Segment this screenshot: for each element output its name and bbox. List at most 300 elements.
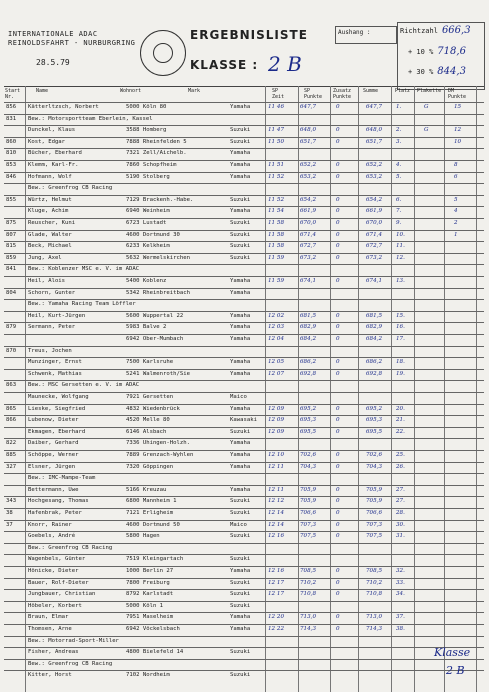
cell-dm: 15 <box>454 104 462 110</box>
cell-zus: 0 <box>336 370 340 377</box>
cell-punkte: 673,2 <box>300 254 317 261</box>
cell-platz: 28. <box>396 510 405 516</box>
cell-zeit: 12 11 <box>268 486 285 493</box>
cell-zus: 0 <box>336 324 340 331</box>
cell-summe: 682,9 <box>366 324 383 331</box>
cell-mark: Suzuki <box>230 428 251 435</box>
cell-mark: Yamaha <box>230 486 251 493</box>
cell-zeit: 12 16 <box>268 533 285 540</box>
row-rule <box>4 148 484 149</box>
cell-name: Thomsen, Arne <box>28 626 72 632</box>
col-start: Start Nr. <box>5 88 21 100</box>
row-rule <box>4 125 484 126</box>
cell-name: Goebels, André <box>28 533 76 540</box>
col-sp-punkte: SP Punkte <box>304 88 323 100</box>
cell-platz: 27. <box>396 486 405 493</box>
cell-platz: 22. <box>396 428 405 435</box>
col-zusatz: Zusatz Punkte <box>333 88 352 100</box>
cell-zus: 0 <box>336 278 340 284</box>
cell-punkte: 672,7 <box>300 243 317 250</box>
cell-name: Jung, Axel <box>28 254 62 261</box>
row-rule <box>4 647 484 648</box>
cell-mark: Suzuki <box>230 591 251 598</box>
row-rule <box>4 334 484 335</box>
row-rule <box>4 369 484 370</box>
cell-zeit: 12 09 <box>268 417 285 424</box>
cell-name: Sermann, Peter <box>28 324 76 331</box>
cell-platz: 16. <box>396 324 405 331</box>
cell-platz: 19. <box>396 370 405 377</box>
cell-name: Kitter, Horst <box>28 672 72 679</box>
cell-punkte: 661,9 <box>300 208 317 215</box>
cell-mark: Yamaha <box>230 405 251 412</box>
cell-name: Daiber, Gerhard <box>28 440 79 447</box>
row-rule <box>4 531 484 532</box>
cell-summe: 647,7 <box>366 104 383 110</box>
cell-mark: Yamaha <box>230 463 251 470</box>
cell-platz: 12. <box>396 254 405 261</box>
cell-nr: 815 <box>6 243 17 250</box>
cell-name: Kost, Edgar <box>28 138 66 145</box>
cell-zus: 0 <box>336 405 340 412</box>
cell-zus: 0 <box>336 359 340 366</box>
row-rule <box>4 636 484 637</box>
cell-summe: 714,3 <box>366 626 383 632</box>
cell-mark: Suzuki <box>230 510 251 516</box>
cell-platz: 5. <box>396 173 402 180</box>
cell-name: Kluge, Achim <box>28 208 69 215</box>
cell-nr: 804 <box>6 289 17 296</box>
cell-summe: 705,9 <box>366 486 383 493</box>
cell-zus: 0 <box>336 104 340 110</box>
cell-platz: 1. <box>396 104 402 110</box>
cell-platz: 20. <box>396 405 405 412</box>
row-rule <box>4 206 484 207</box>
cell-platz: 37. <box>396 614 405 621</box>
cell-dm: 12 <box>454 127 462 134</box>
cell-platz: 4. <box>396 162 402 168</box>
cell-zeit: 11 51 <box>268 162 285 168</box>
cell-name: Hönicke, Dieter <box>28 568 79 574</box>
cell-ort: 7321 Zell/Aichelb. <box>126 150 187 157</box>
cell-punkte: 670,0 <box>300 220 317 226</box>
margin-note-label: Klasse <box>434 646 471 659</box>
cell-mark: Yamaha <box>230 626 251 632</box>
cell-punkte: 653,2 <box>300 173 317 180</box>
cell-name: Höbeler, Korbert <box>28 602 82 609</box>
cell-name: Bauer, Rolf-Dieter <box>28 579 89 586</box>
cell-summe: 710,2 <box>366 579 383 586</box>
cell-zus: 0 <box>336 579 340 586</box>
cell-zeit: 12 17 <box>268 579 285 586</box>
row-rule <box>4 659 484 660</box>
cell-zus: 0 <box>336 162 340 168</box>
cell-name: Kätterltzsch, Norbert <box>28 104 99 110</box>
row-rule <box>4 415 484 416</box>
cell-summe: 661,9 <box>366 208 383 215</box>
cell-mark: Suzuki <box>230 127 251 134</box>
row-rule <box>4 612 484 613</box>
cell-ort: 7336 Uhingen-Holzh. <box>126 440 190 447</box>
cell-name: Klemm, Karl-Fr. <box>28 162 79 168</box>
cell-summe: 653,2 <box>366 173 383 180</box>
organizer-line-2: REINOLDSFAHRT - NURBURGRING <box>8 39 136 47</box>
cell-zus: 0 <box>336 127 340 134</box>
cell-zus: 0 <box>336 138 340 145</box>
row-rule <box>4 299 484 300</box>
cell-mark: Yamaha <box>230 452 251 458</box>
cell-mark: Suzuki <box>230 196 251 203</box>
cell-ort: 5342 Rheinbreitbach <box>126 289 190 296</box>
cell-summe: 681,5 <box>366 312 383 319</box>
cell-nr: 822 <box>6 440 17 447</box>
cell-mark: Yamaha <box>230 104 251 110</box>
cell-zus: 0 <box>336 486 340 493</box>
klasse-label: KLASSE : <box>190 58 259 72</box>
row-rule <box>4 601 484 602</box>
cell-zeit: 12 05 <box>268 359 285 366</box>
cell-nr: 863 <box>6 382 17 389</box>
row-rule <box>4 346 484 347</box>
cell-zeit: 11 50 <box>268 138 285 145</box>
cell-ort: 5241 Walmenroth/Sie <box>126 370 190 377</box>
cell-platz: 3. <box>396 138 402 145</box>
cell-ort: 7121 Erligheim <box>126 510 174 516</box>
cell-summe: 705,9 <box>366 498 383 505</box>
cell-mark: Yamaha <box>230 568 251 574</box>
cell-zeit: 12 16 <box>268 568 285 574</box>
cell-name: Bücher, Eberhard <box>28 150 82 157</box>
col-wohnort: Wohnort <box>120 88 142 94</box>
cell-name: Bettermann, Uwe <box>28 486 79 493</box>
cell-mark: Yamaha <box>230 150 251 157</box>
cell-mark: Suzuki <box>230 254 251 261</box>
cell-name: Bew.: Koblenzer MSC e. V. im ADAC <box>28 266 140 273</box>
cell-summe: 707,5 <box>366 533 383 540</box>
cell-nr: 841 <box>6 266 17 273</box>
cell-zus: 0 <box>336 463 340 470</box>
cell-punkte: 707,3 <box>300 521 317 528</box>
row-rule <box>4 543 484 544</box>
plus10-value: 718,6 <box>437 46 466 57</box>
cell-name: Bew.: MSC Gersetten e. V. im ADAC <box>28 382 140 389</box>
cell-punkte: 695,3 <box>300 417 317 424</box>
row-rule <box>4 137 484 138</box>
cell-zus: 0 <box>336 533 340 540</box>
cell-zus: 0 <box>336 428 340 435</box>
cell-ort: 6942 Vöckelsbach <box>126 626 180 632</box>
cell-punkte: 671,4 <box>300 231 317 238</box>
cell-mark: Suzuki <box>230 602 251 609</box>
cell-name: Bew.: Motorsportteam Eberlein, Kassel <box>28 115 153 122</box>
cell-name: Ekmagen, Eberhard <box>28 428 86 435</box>
cell-ort: 4800 Bielefeld 14 <box>126 649 184 656</box>
richtzahl-row <box>400 25 471 36</box>
cell-punkte: 651,7 <box>300 138 317 145</box>
cell-name: Glade, Walter <box>28 231 72 238</box>
cell-ort: 7129 Brackenh.-Habe. <box>126 196 194 203</box>
cell-mark: Suzuki <box>230 533 251 540</box>
cell-ort: 7888 Rheinfelden 5 <box>126 138 187 145</box>
cell-punkte: 674,1 <box>300 278 317 284</box>
row-rule <box>4 195 484 196</box>
cell-zeit: 12 17 <box>268 591 285 598</box>
cell-summe: 671,4 <box>366 231 383 238</box>
plus30-value: 844,3 <box>437 66 466 77</box>
cell-zus: 0 <box>336 231 340 238</box>
cell-ort: 6233 Kelkheim <box>126 243 170 250</box>
cell-punkte: 682,9 <box>300 324 317 331</box>
cell-dm: 4 <box>454 208 458 215</box>
cell-zus: 0 <box>336 173 340 180</box>
cell-platz: 15. <box>396 312 405 319</box>
cell-dm: 1 <box>454 231 458 238</box>
cell-name: Dunckel, Klaus <box>28 127 76 134</box>
cell-mark: Yamaha <box>230 614 251 621</box>
cell-platz: 25. <box>396 452 405 458</box>
cell-mark: Yamaha <box>230 312 251 319</box>
cell-zus: 0 <box>336 498 340 505</box>
cell-nr: 831 <box>6 115 17 122</box>
cell-zeit: 12 20 <box>268 614 285 621</box>
cell-zeit: 12 14 <box>268 510 285 516</box>
row-rule <box>4 554 484 555</box>
cell-nr: 859 <box>6 254 17 261</box>
cell-summe: 713,0 <box>366 614 383 621</box>
table-top-rule <box>4 86 484 87</box>
cell-zus: 0 <box>336 591 340 598</box>
cell-ort: 6940 Weinheim <box>126 208 170 215</box>
cell-ort: 7921 Gersetten <box>126 394 174 400</box>
cell-punkte: 702,6 <box>300 452 317 458</box>
row-rule <box>4 485 484 486</box>
cell-mark: Yamaha <box>230 440 251 447</box>
cell-punkte: 684,2 <box>300 336 317 342</box>
cell-nr: 327 <box>6 463 17 470</box>
cell-mark: Yamaha <box>230 324 251 331</box>
cell-punkte: 706,6 <box>300 510 317 516</box>
cell-summe: 652,2 <box>366 162 383 168</box>
cell-nr: 853 <box>6 162 17 168</box>
cell-summe: 695,5 <box>366 428 383 435</box>
cell-mark: Yamaha <box>230 336 251 342</box>
row-rule <box>4 670 484 671</box>
cell-platz: 6. <box>396 196 402 203</box>
cell-platz: 34. <box>396 591 405 598</box>
row-rule <box>4 473 484 474</box>
cell-ort: 7320 Göppingen <box>126 463 174 470</box>
cell-name: Munzinger, Ernst <box>28 359 82 366</box>
row-rule <box>4 462 484 463</box>
cell-zus: 0 <box>336 510 340 516</box>
plus10-row <box>408 46 466 57</box>
cell-ort: 5190 Stolberg <box>126 173 170 180</box>
richtzahl-value: 666,3 <box>441 25 471 36</box>
row-rule <box>4 160 484 161</box>
cell-nr: 343 <box>6 498 17 505</box>
cell-ort: 5166 Kreuzau <box>126 486 167 493</box>
cell-summe: 708,5 <box>366 568 383 574</box>
cell-mark: Kawasaki <box>230 417 257 424</box>
cell-mark: Yamaha <box>230 173 251 180</box>
cell-punkte: 686,2 <box>300 359 317 366</box>
cell-zeit: 11 54 <box>268 208 285 215</box>
cell-nr: 846 <box>6 173 17 180</box>
cell-summe: 695,3 <box>366 417 383 424</box>
cell-summe: 710,8 <box>366 591 383 598</box>
col-platz: Platz <box>395 88 411 94</box>
cell-name: Elsner, Jürgen <box>28 463 76 470</box>
cell-platz: 38. <box>396 626 405 632</box>
cell-summe: 670,0 <box>366 220 383 226</box>
cell-platz: 18. <box>396 359 405 366</box>
cell-nr: 885 <box>6 452 17 458</box>
cell-name: Treus, Jochen <box>28 347 72 354</box>
row-rule <box>4 183 484 184</box>
cell-zus: 0 <box>336 208 340 215</box>
cell-mark: Suzuki <box>230 220 251 226</box>
cell-punkte: 647,7 <box>300 104 317 110</box>
cell-punkte: 695,2 <box>300 405 317 412</box>
cell-name: Hofmann, Wolf <box>28 173 72 180</box>
row-rule <box>4 288 484 289</box>
row-rule <box>4 438 484 439</box>
cell-platz: 21. <box>396 417 405 424</box>
cell-mark: Suzuki <box>230 649 251 656</box>
cell-ort: 4520 Melle 80 <box>126 417 170 424</box>
cell-zeit: 12 12 <box>268 498 285 505</box>
cell-name: Fisher, Andreas <box>28 649 79 656</box>
cell-platz: 26. <box>396 463 405 470</box>
cell-zus: 0 <box>336 568 340 574</box>
cell-platz: 2. <box>396 127 402 134</box>
row-rule <box>4 102 484 103</box>
cell-name: Bew.: Greenfrog CB Racing <box>28 544 113 551</box>
cell-dm: 8 <box>454 162 458 168</box>
cell-zeit: 12 07 <box>268 370 285 377</box>
margin-note-value: 2 B <box>446 664 465 677</box>
cell-ort: 5632 Wermelskirchen <box>126 254 190 261</box>
cell-mark: Yamaha <box>230 162 251 168</box>
cell-zus: 0 <box>336 614 340 621</box>
cell-zus: 0 <box>336 521 340 528</box>
cell-name: Lubenow, Dieter <box>28 417 79 424</box>
cell-punkte: 705,9 <box>300 486 317 493</box>
cell-mark: Yamaha <box>230 370 251 377</box>
col-name: Name <box>36 88 49 94</box>
cell-punkte: 710,8 <box>300 591 317 598</box>
plus30-label: + 30 % <box>408 68 434 76</box>
cell-plak: G <box>424 104 429 110</box>
cell-platz: 13. <box>396 278 405 284</box>
cell-name: Reuscher, Kuni <box>28 220 76 226</box>
cell-platz: 17. <box>396 336 405 342</box>
cell-ort: 6942 Ober-Mumbach <box>126 336 184 342</box>
col-sp-zeit: SP Zeit <box>272 88 285 100</box>
cell-ort: 7860 Schopfheim <box>126 162 177 168</box>
cell-platz: 9. <box>396 220 402 226</box>
cell-summe: 702,6 <box>366 452 383 458</box>
plus10-label: + 10 % <box>408 48 434 56</box>
row-rule <box>4 380 484 381</box>
cell-ort: 7500 Karlsruhe <box>126 359 174 366</box>
cell-zeit: 12 10 <box>268 452 285 458</box>
cell-name: Beck, Michael <box>28 243 72 250</box>
cell-ort: 1000 Berlin 27 <box>126 568 174 574</box>
cell-punkte: 714,3 <box>300 626 317 632</box>
cell-punkte: 707,5 <box>300 533 317 540</box>
row-rule <box>4 450 484 451</box>
cell-punkte: 708,5 <box>300 568 317 574</box>
row-rule <box>4 230 484 231</box>
row-rule <box>4 357 484 358</box>
row-rule <box>4 427 484 428</box>
cell-name: Maunecke, Wolfgang <box>28 394 89 400</box>
cell-summe: 673,2 <box>366 254 383 261</box>
club-seal-icon <box>140 30 186 76</box>
cell-mark: Suzuki <box>230 243 251 250</box>
cell-name: Heil, Alois <box>28 278 66 284</box>
cell-summe: 695,2 <box>366 405 383 412</box>
cell-punkte: 654,2 <box>300 196 317 203</box>
cell-nr: 865 <box>6 405 17 412</box>
cell-ort: 7519 Kleingartach <box>126 556 184 563</box>
row-rule <box>4 589 484 590</box>
cell-name: Knorr, Rainer <box>28 521 72 528</box>
row-rule <box>4 241 484 242</box>
cell-ort: 7102 Nordheim <box>126 672 170 679</box>
row-rule <box>4 276 484 277</box>
cell-zeit: 11 58 <box>268 220 285 226</box>
cell-zeit: 11 58 <box>268 243 285 250</box>
cell-punkte: 713,0 <box>300 614 317 621</box>
cell-ort: 3588 Homberg <box>126 127 167 134</box>
cell-nr: 37 <box>6 521 13 528</box>
cell-zeit: 12 04 <box>268 336 285 342</box>
cell-mark: Suzuki <box>230 556 251 563</box>
aushang-box <box>335 26 397 44</box>
cell-ort: 6723 Lustadt <box>126 220 167 226</box>
cell-name: Hafenbrak, Peter <box>28 510 82 516</box>
cell-mark: Yamaha <box>230 359 251 366</box>
cell-mark: Yamaha <box>230 278 251 284</box>
cell-summe: 707,3 <box>366 521 383 528</box>
cell-mark: Suzuki <box>230 138 251 145</box>
cell-summe: 684,2 <box>366 336 383 342</box>
cell-punkte: 652,2 <box>300 162 317 168</box>
cell-summe: 648,0 <box>366 127 383 134</box>
cell-ort: 5400 Koblenz <box>126 278 167 284</box>
organizer-block <box>8 30 135 48</box>
cell-punkte: 704,3 <box>300 463 317 470</box>
cell-name: Hochgesang, Thomas <box>28 498 89 505</box>
cell-name: Bew.: Yamaha Racing Team Löffler <box>28 301 136 308</box>
cell-name: Wagenbels, Günter <box>28 556 86 563</box>
row-rule <box>4 253 484 254</box>
cell-summe: 654,2 <box>366 196 383 203</box>
cell-punkte: 692,8 <box>300 370 317 377</box>
page-title: ERGEBNISLISTE <box>190 28 308 42</box>
row-rule <box>4 322 484 323</box>
cell-zeit: 11 52 <box>268 196 285 203</box>
cell-zeit: 12 22 <box>268 626 285 632</box>
cell-mark: Suzuki <box>230 231 251 238</box>
cell-zus: 0 <box>336 626 340 632</box>
cell-platz: 27. <box>396 498 405 505</box>
cell-summe: 651,7 <box>366 138 383 145</box>
cell-zus: 0 <box>336 220 340 226</box>
cell-punkte: 705,9 <box>300 498 317 505</box>
